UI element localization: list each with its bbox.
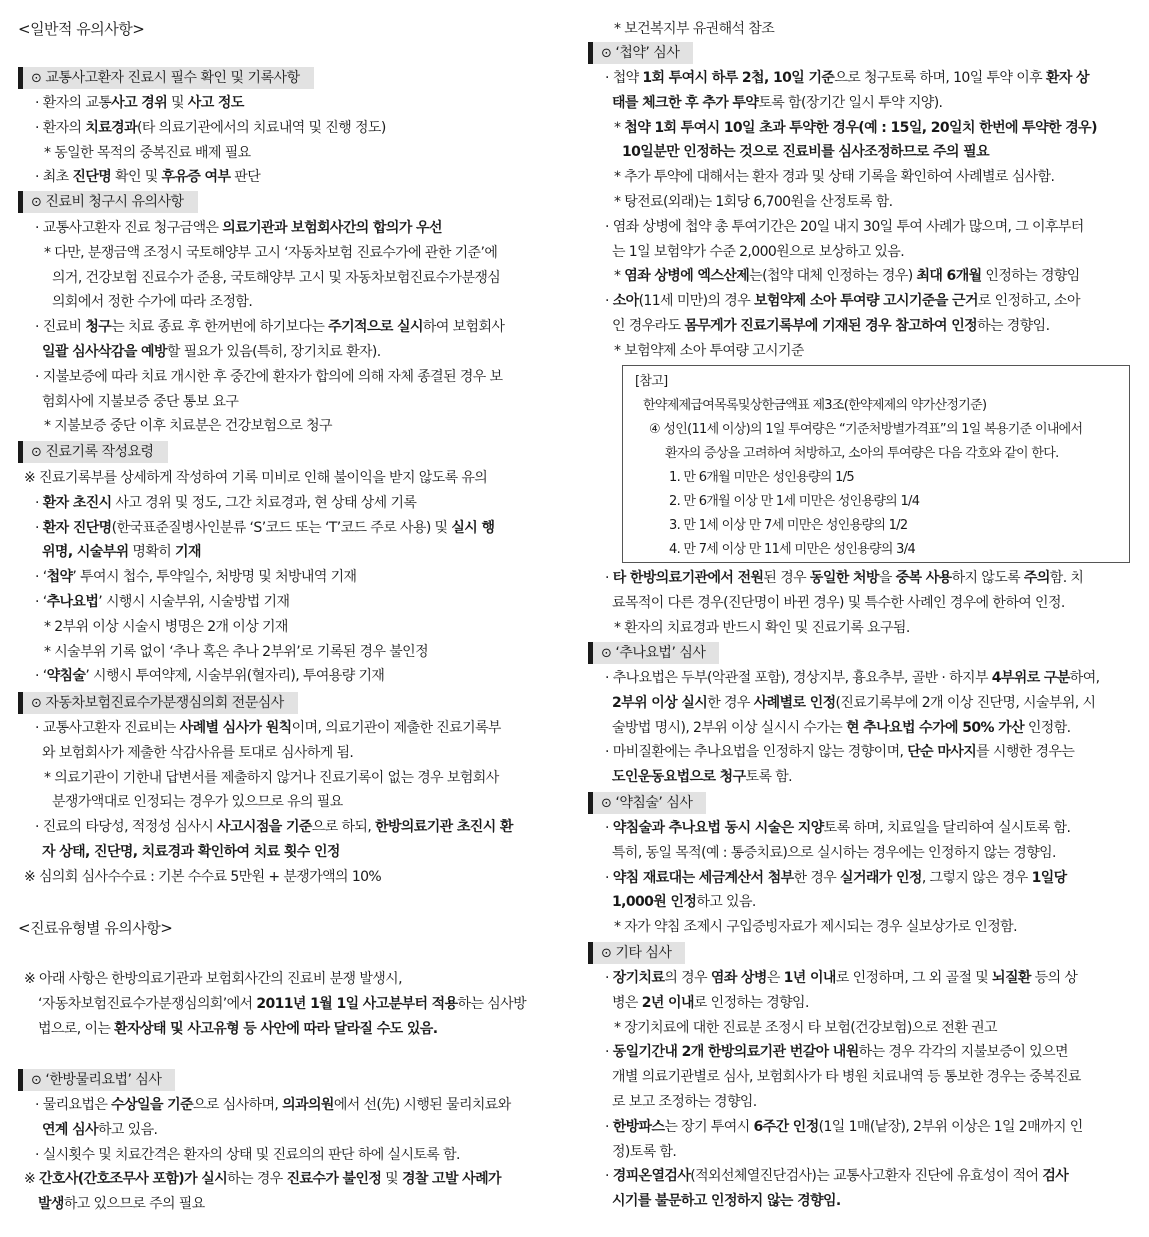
list-note: * 염좌 상병에 엑스산제는(첩약 대체 인정하는 경우) 최대 6개월 인정하는 경향임 bbox=[614, 268, 1080, 285]
section-header-billing: ⊙ 진료비 청구시 유의사항 bbox=[18, 191, 198, 213]
list-item: · 최초 진단명 확인 및 후유증 여부 판단 bbox=[35, 169, 261, 186]
list-item-cont: 인 경우라도 몸무게가 진료기록부에 기재된 경우 참고하여 인정하는 경향임. bbox=[612, 317, 1050, 334]
section-body-record-writing bbox=[18, 466, 573, 689]
list-item-cont: 연계 심사하고 있음. bbox=[42, 1121, 158, 1138]
reference-line: 1. 만 6개월 미만은 성인용량의 1/5 bbox=[669, 470, 854, 485]
list-note: * 2부위 이상 시술시 병명은 2개 이상 기재 bbox=[44, 618, 288, 635]
list-item-cont: 험회사에 지불보증 중단 통보 요구 bbox=[42, 393, 239, 410]
list-item: · 소아(11세 미만)의 경우 보험약제 소아 투여량 고시기준을 근거로 인정하고, 소아 bbox=[605, 293, 1080, 310]
section-body-billing bbox=[18, 216, 573, 439]
list-item: · 염좌 상병에 첩약 총 투여기간은 20일 내지 30일 투여 사례가 많으며, 그 이후부터 bbox=[605, 218, 1084, 235]
intro-line: ※ 아래 사항은 한방의료기관과 보험회사간의 진료비 분쟁 발생시, bbox=[24, 971, 402, 987]
list-item: · 약침 재료대는 세금계산서 첨부한 경우 실거래가 인정, 그렇지 않은 경우 1일당 bbox=[605, 869, 1067, 886]
list-item-cont: 술방법 명시), 2부위 이상 실시시 수가는 현 추나요법 수가에 50% 가산 인정함. bbox=[612, 719, 1071, 736]
list-note: ※ 진료기록부를 상세하게 작성하여 기록 미비로 인해 불이익을 받지 않도록 유의 bbox=[24, 470, 488, 486]
list-item: · 동일기간내 2개 한방의료기관 번갈아 내원하는 경우 각각의 지불보증이 있으면 bbox=[605, 1044, 1068, 1061]
list-note: * 보건복지부 유권해석 참조 bbox=[614, 21, 775, 37]
reference-heading: [참고] bbox=[635, 374, 668, 389]
list-item-cont: 는 1일 보험약가 수준 2,000원으로 보상하고 있음. bbox=[612, 243, 905, 260]
circle-dot-icon: ⊙ bbox=[601, 946, 612, 961]
list-item: · 지불보증에 따라 치료 개시한 후 중간에 환자가 합의에 의해 자체 종결된 경우 보 bbox=[35, 368, 503, 385]
section-header-record-writing: ⊙ 진료기록 작성요령 bbox=[18, 441, 168, 463]
list-note-cont: 의거, 건강보험 진료수가 준용, 국토해양부 고시 및 자동차보험진료수가분쟁심 bbox=[52, 269, 501, 286]
list-item: · 첩약 1회 투여시 하루 2첩, 10일 기준으로 청구토록 하며, 10일 투약 이후 환자 상 bbox=[605, 70, 1089, 86]
section-header-dispute-review: ⊙ 자동차보험진료수가분쟁심의회 전문심사 bbox=[18, 692, 298, 714]
section-header-physical-therapy: ⊙ ‘한방물리요법’ 심사 bbox=[18, 1069, 175, 1091]
circle-dot-icon: ⊙ bbox=[31, 195, 42, 210]
list-note: ※ 간호사(간호조무사 포함)가 실시하는 경우 진료수가 불인정 및 경찰 고발 사례가 bbox=[24, 1171, 501, 1188]
list-item: · 환자 진단명(한국표준질병사인분류 ‘S’코드 또는 ‘T’코드 주로 사용) 및 실시 행 bbox=[35, 519, 495, 536]
list-item: · 장기치료의 경우 염좌 상병은 1년 이내로 인정하며, 그 외 골절 및 뇌질환 등의 상 bbox=[605, 970, 1078, 986]
list-note: * 다만, 분쟁금액 조정시 국토해양부 고시 ‘자동차보험 진료수가에 관한 기준’에 bbox=[44, 244, 498, 261]
list-item: · 진료의 타당성, 적정성 심사시 사고시점을 기준으로 하되, 한방의료기관 초진시 환 bbox=[35, 819, 513, 836]
section-header-other-review: ⊙ 기타 심사 bbox=[588, 942, 685, 964]
list-note-cont: 10일분만 인정하는 것으로 진료비를 심사조정하므로 주의 필요 bbox=[622, 144, 990, 161]
care-type-intro bbox=[18, 967, 573, 1041]
list-item-cont: 도인운동요법으로 청구토록 함. bbox=[612, 769, 792, 786]
list-note: * 시술부위 기록 없이 ‘추나 혹은 추나 2부위’로 기록된 경우 불인정 bbox=[44, 643, 429, 660]
list-item: · 약침술과 추나요법 동시 시술은 지양토록 하며, 치료일을 달리하여 실시토록 함. bbox=[605, 820, 1071, 836]
list-note: * 지불보증 중단 이후 치료분은 건강보험으로 청구 bbox=[44, 418, 332, 435]
list-note-cont: 의회에서 정한 수가에 따라 조정함. bbox=[52, 294, 253, 311]
circle-dot-icon: ⊙ bbox=[31, 71, 42, 86]
section-header-chuna: ⊙ ‘추나요법’ 심사 bbox=[588, 642, 719, 664]
reference-box bbox=[622, 365, 1130, 563]
list-item-cont: 료목적이 다른 경우(진단명이 바뀐 경우) 및 특수한 사례인 경우에 한하여 인정. bbox=[612, 594, 1065, 611]
list-note: * 탕전료(외래)는 1회당 6,700원을 산정토록 함. bbox=[614, 193, 893, 210]
list-note: * 추가 투약에 대해서는 환자 경과 및 상태 기록을 확인하여 사례별로 심사함. bbox=[614, 169, 1055, 186]
circle-dot-icon: ⊙ bbox=[601, 46, 612, 61]
reference-line: 3. 만 1세 이상 만 7세 미만은 성인용량의 1/2 bbox=[669, 518, 908, 533]
section-body-pharmacopuncture bbox=[588, 816, 1136, 940]
list-note: * 장기치료에 대한 진료분 조정시 타 보험(건강보험)으로 전환 권고 bbox=[614, 1019, 997, 1036]
list-note: * 환자의 치료경과 반드시 확인 및 진료기록 요구됨. bbox=[614, 619, 910, 636]
list-item: · 환자의 치료경과(타 의료기관에서의 치료내역 및 진행 정도) bbox=[35, 119, 386, 136]
list-item-cont: 시기를 불문하고 인정하지 않는 경향임. bbox=[612, 1193, 841, 1210]
section-header-pharmacopuncture: ⊙ ‘약침술’ 심사 bbox=[588, 792, 706, 814]
section-body-required-records bbox=[18, 91, 573, 190]
list-item-cont: 일괄 심사삭감을 예방할 필요가 있음(특히, 장기치료 환자). bbox=[42, 343, 381, 360]
section-header-required-records: ⊙ 교통사고환자 진료시 필수 확인 및 기록사항 bbox=[18, 67, 314, 89]
section-header-herbal-decoction: ⊙ ‘첩약’ 심사 bbox=[588, 42, 693, 64]
general-notes-title: <일반적 유의사항> bbox=[18, 20, 145, 38]
reference-line: 2. 만 6개월 이상 만 1세 미만은 성인용량의 1/4 bbox=[669, 494, 920, 509]
list-item: · 환자 초진시 사고 경위 및 정도, 그간 치료경과, 현 상태 상세 기록 bbox=[35, 494, 417, 511]
list-item-cont: 개별 의료기관별로 심사, 보험회사가 타 병원 치료내역 등 통보한 경우는 중복진료 bbox=[612, 1069, 1081, 1086]
list-item-cont: 로 보고 조정하는 경향임. bbox=[612, 1093, 757, 1110]
list-item-cont: 와 보험회사가 제출한 삭감사유를 토대로 심사하게 됨. bbox=[42, 744, 354, 761]
list-item-cont: 2부위 이상 실시한 경우 사례별로 인정(진료기록부에 2개 이상 진단명, 시술부위, 시 bbox=[612, 694, 1096, 711]
list-item: · ‘약침술’ 시행시 투여약제, 시술부위(혈자리), 투여용량 기재 bbox=[35, 668, 385, 685]
right-top-note bbox=[588, 17, 1136, 42]
list-item-cont: 정)토록 함. bbox=[612, 1143, 677, 1160]
list-note: * 의료기관이 기한내 답변서를 제출하지 않거나 진료기록이 없는 경우 보험회사 bbox=[44, 769, 499, 786]
section-body-dispute-review bbox=[18, 716, 573, 890]
list-note: * 첩약 1회 투여시 10일 초과 투약한 경우(예 : 15일, 20일치 한번에 투약한 경우) bbox=[614, 119, 1097, 136]
list-item: · 진료비 청구는 치료 종료 후 한꺼번에 하기보다는 주기적으로 실시하여 보험회사 bbox=[35, 319, 505, 336]
circle-dot-icon: ⊙ bbox=[31, 1073, 42, 1088]
list-item-cont: 자 상태, 진단명, 치료경과 확인하여 치료 횟수 인정 bbox=[42, 843, 340, 860]
section-body-other-review bbox=[588, 966, 1136, 1214]
list-item: · 물리요법은 수상일을 기준으로 심사하며, 의과의원에서 선(先) 시행된 물리치료와 bbox=[35, 1097, 511, 1113]
list-item: · 경피온열검사(적외선체열진단검사)는 교통사고환자 진단에 유효성이 적어 검사 bbox=[605, 1168, 1069, 1185]
reference-line: 환자의 증상을 고려하여 처방하고, 소아의 투여량은 다음 각호와 같이 한다. bbox=[665, 446, 1059, 461]
list-note-cont: 분쟁가액대로 인정되는 경우가 있으므로 유의 필요 bbox=[52, 794, 343, 811]
section-body-herbal-decoction bbox=[588, 66, 1136, 364]
list-note: * 동일한 목적의 중복진료 배제 필요 bbox=[44, 144, 251, 161]
section-body-herbal-decoction-2 bbox=[588, 566, 1136, 640]
intro-line: 법으로, 이는 환자상태 및 사고유형 등 사안에 따라 달라질 수도 있음. bbox=[38, 1020, 438, 1037]
list-note: * 보험약제 소아 투여량 고시기준 bbox=[614, 342, 804, 359]
care-type-notes-title: <진료유형별 유의사항> bbox=[18, 919, 173, 937]
list-item-cont: 1,000원 인정하고 있음. bbox=[612, 894, 756, 911]
section-body-physical-therapy bbox=[18, 1093, 573, 1217]
list-item: · 교통사고환자 진료 청구금액은 의료기관과 보험회사간의 합의가 우선 bbox=[35, 220, 442, 236]
list-item: · ‘첩약’ 투여시 첩수, 투약일수, 처방명 및 처방내역 기재 bbox=[35, 569, 357, 586]
list-item: · 한방파스는 장기 투여시 6주간 인정(1일 1매(낱장), 2부위 이상은 1일 2매까지 인 bbox=[605, 1118, 1083, 1135]
section-body-chuna bbox=[588, 666, 1136, 790]
list-item: · 타 한방의료기관에서 전원된 경우 동일한 처방을 중복 사용하지 않도록 주의함. 치 bbox=[605, 570, 1084, 586]
reference-line: ④ 성인(11세 이상)의 1일 투여량은 “기준처방별가격표”의 1일 복용기준 이내에서 bbox=[649, 422, 1083, 437]
list-item: · ‘추나요법’ 시행시 시술부위, 시술방법 기재 bbox=[35, 593, 290, 610]
circle-dot-icon: ⊙ bbox=[31, 696, 42, 711]
list-item-cont: 특히, 동일 목적(예 : 통증치료)으로 실시하는 경우에는 인정하지 않는 경향임. bbox=[612, 844, 1056, 861]
list-item-cont: 위명, 시술부위 명확히 기재 bbox=[42, 544, 201, 561]
list-note-cont: 발생하고 있으므로 주의 필요 bbox=[38, 1196, 205, 1213]
circle-dot-icon: ⊙ bbox=[601, 646, 612, 661]
reference-line: 4. 만 7세 이상 만 11세 미만은 성인용량의 3/4 bbox=[669, 542, 916, 557]
list-item: · 마비질환에는 추나요법을 인정하지 않는 경향이며, 단순 마사지를 시행한 경우는 bbox=[605, 744, 1075, 761]
list-item: · 실시횟수 및 치료간격은 환자의 상태 및 진료의의 판단 하에 실시토록 함. bbox=[35, 1146, 460, 1163]
list-note: ※ 심의회 심사수수료 : 기본 수수료 5만원 + 분쟁가액의 10% bbox=[24, 868, 382, 885]
list-note: * 자가 약침 조제시 구입증빙자료가 제시되는 경우 실보상가로 인정함. bbox=[614, 919, 1017, 936]
list-item-cont: 태를 체크한 후 추가 투약토록 함(장기간 일시 투약 지양). bbox=[612, 94, 943, 111]
list-item-cont: 병은 2년 이내로 인정하는 경향임. bbox=[612, 994, 809, 1011]
circle-dot-icon: ⊙ bbox=[31, 445, 42, 460]
intro-line: ‘자동차보험진료수가분쟁심의회’에서 2011년 1월 1일 사고분부터 적용하는 심사방 bbox=[38, 995, 527, 1012]
reference-line: 한약제제급여목록및상한금액표 제3조(한약제제의 약가산정기준) bbox=[643, 398, 987, 413]
list-item: · 추나요법은 두부(악관절 포함), 경상지부, 흉요추부, 골반 · 하지부 4부위로 구분하여, bbox=[605, 670, 1100, 686]
circle-dot-icon: ⊙ bbox=[601, 796, 612, 811]
list-item: · 환자의 교통사고 경위 및 사고 정도 bbox=[35, 95, 244, 111]
list-item: · 교통사고환자 진료비는 사례별 심사가 원칙이며, 의료기관이 제출한 진료기록부 bbox=[35, 720, 501, 736]
